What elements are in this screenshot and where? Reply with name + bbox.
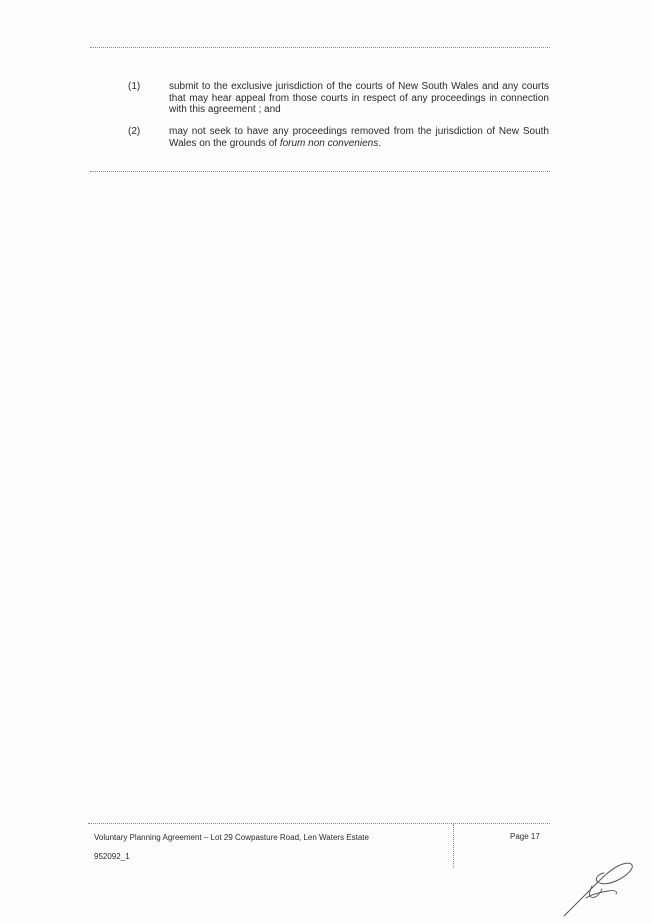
bottom-separator-line <box>90 171 550 172</box>
clause-text: submit to the exclusive jurisdiction of the courts of New South Wales and any courts that may hear appeal from those courts in respect of any proceedings in connection with this agreement ; and <box>169 81 549 115</box>
handwritten-signature <box>558 858 638 920</box>
footer-divider <box>453 824 454 868</box>
footer-document-number: 952092_1 <box>94 852 130 861</box>
clause-number: (2) <box>128 126 141 137</box>
page-footer <box>88 823 550 868</box>
clause-text <box>169 126 549 149</box>
clause-number: (1) <box>128 81 141 92</box>
clause-text-end: . <box>378 137 381 149</box>
footer-page-number: Page 17 <box>510 832 540 841</box>
top-separator-line <box>90 47 550 48</box>
clause-text-italic: forum non conveniens <box>279 137 379 149</box>
footer-document-title: Voluntary Planning Agreement – Lot 29 Cowpasture Road, Len Waters Estate <box>94 833 369 842</box>
clause-text-start: may not seek to have any proceedings removed from the jurisdiction of New South Wales on the grounds of <box>169 126 549 149</box>
